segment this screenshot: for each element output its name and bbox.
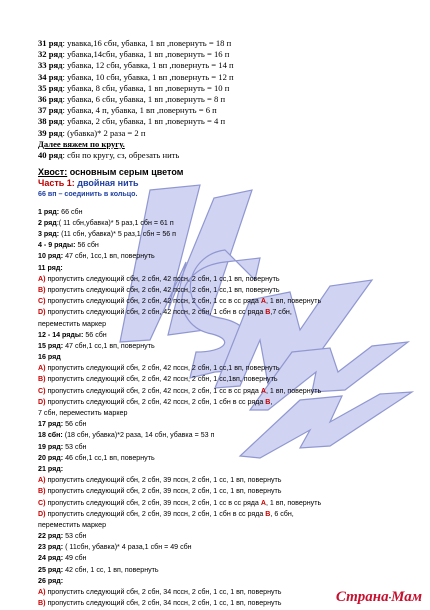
rows-1-11 <box>38 207 408 274</box>
row-line: 4 - 9 ряды: 56 сбн <box>38 241 99 250</box>
pattern-text <box>38 38 408 609</box>
rows-17-21 <box>38 419 408 475</box>
row-line: 18 сбн: (18 сбн, убавка)*2 раза, 14 сбн, убавка = 53 п <box>38 431 215 440</box>
row-line: 24 ряд: 49 сбн <box>38 554 87 563</box>
row-line: 20 ряд: 46 сбн,1 сс,1 вп, повернуть <box>38 453 155 462</box>
rows-22-26 <box>38 531 408 587</box>
row-line: 15 ряд: 47 сбн,1 сс,1 вп, повернуть <box>38 341 155 350</box>
row-line: 36 ряд: убавка, 6 сбн, убавка, 1 вп ,повернуть = 8 п <box>38 93 226 104</box>
part-1-heading: Часть 1: двойная нить <box>38 178 139 189</box>
row-line: 2 ряд:( 11 сбн,убавка)* 5 раз,1 сбн = 61 п <box>38 218 174 227</box>
step-line: D) пропустить следующий сбн, 2 сбн, 42 пссн, 2 сбн, 1 сбн в сс ряда В,7 сбн, <box>38 308 292 317</box>
step-line: C) пропустить следующий сбн, 2 сбн, 42 пссн, 2 сбн, 1 сс в сс ряда А, 1 вп, повернуть <box>38 386 322 395</box>
rows-31-39 <box>38 38 408 161</box>
row-line: 26 ряд: <box>38 576 64 585</box>
row-line: 1 ряд: 66 сбн <box>38 207 83 216</box>
row-line: 25 ряд: 42 сбн, 1 сс, 1 вп, повернуть <box>38 565 159 574</box>
step-line: A) пропустить следующий сбн, 2 сбн, 39 пссн, 2 сбн, 1 сс, 1 вп, повернуть <box>38 476 282 485</box>
row-line: 39 ряд: (убавка)* 2 раза = 2 п <box>38 127 146 138</box>
row-line: 22 ряд: 53 сбн <box>38 532 87 541</box>
step-line: C) пропустить следующий сбн, 2 сбн, 39 пссн, 2 сбн, 1 сс в сс ряда А, 1 вп, повернуть <box>38 498 322 507</box>
row-line: 17 ряд: 56 сбн <box>38 420 87 429</box>
row-line: 35 ряд: убавка, 8 сбн, убавка, 1 вп ,повернуть = 10 п <box>38 82 230 93</box>
tail-heading: Хвост: основным серым цветом <box>38 167 184 178</box>
row-line: 3 ряд: (11 сбн, убавка)* 5 раз,1 сбн = 56 п <box>38 230 177 238</box>
row-line: 11 ряд: <box>38 263 63 272</box>
step-line: 7 сбн, переместить маркер <box>38 409 128 417</box>
row-line: 16 ряд <box>38 353 61 362</box>
continue-note: Далее вяжем по кругу. <box>38 138 125 149</box>
row-line: 37 ряд: убавка, 4 п, убавка, 1 вп ,повернуть = 6 п <box>38 105 217 116</box>
row-21-steps <box>38 475 408 531</box>
row-line: 32 ряд: убавка,14сбн, убавка, 1 вп ,повернуть = 16 п <box>38 49 230 60</box>
step-line: A) пропустить следующий сбн, 2 сбн, 42 пссн, 2 сбн, 1 сс,1 вп, повернуть <box>38 274 280 283</box>
row-line: 38 ряд: убавка, 2 сбн, убавка, 1 вп ,повернуть = 4 п <box>38 116 226 127</box>
step-line: C) пропустить следующий сбн, 2 сбн, 42 пссн, 2 сбн, 1 сс в сс ряда А, 1 вп, повернуть <box>38 297 322 306</box>
row-line: 31 ряд: увавка,16 сбн, убавка, 1 вп ,повернуть = 18 п <box>38 38 232 48</box>
row-line: 19 ряд: 53 сбн <box>38 442 87 451</box>
row-line: 21 ряд: <box>38 464 64 473</box>
step-line: B) пропустить следующий сбн, 2 сбн, 34 пссн, 2 сбн, 1 сс, 1 вп, повернуть <box>38 599 282 608</box>
step-line: переместить маркер <box>38 520 107 529</box>
row-line: 40 ряд: сбн по кругу, сз, обрезать нить <box>38 149 180 160</box>
row-line: 12 - 14 ряды: 56 сбн <box>38 330 107 339</box>
step-line: A) пропустить следующий сбн, 2 сбн, 34 пссн, 2 сбн, 1 сс, 1 вп, повернуть <box>38 588 282 596</box>
step-line: B) пропустить следующий сбн, 2 сбн, 39 пссн, 2 сбн, 1 сс, 1 вп, повернуть <box>38 487 282 496</box>
row-line: 10 ряд: 47 сбн, 1сс,1 вп, повернуть <box>38 252 155 261</box>
step-line: D) пропустить следующий сбн, 2 сбн, 39 пссн, 2 сбн, 1 сбн в сс ряда В, 6 сбн, <box>38 509 294 518</box>
row-16-steps <box>38 363 408 419</box>
chain-instruction: 66 вп – соединить в кольцо. <box>38 190 138 199</box>
step-line: B) пропустить следующий сбн, 2 сбн, 42 пссн, 2 сбн, 1 сс,1 вп, повернуть <box>38 285 280 294</box>
step-line: A) пропустить следующий сбн, 2 сбн, 42 пссн, 2 сбн, 1 сс,1 вп, повернуть <box>38 364 280 373</box>
row-line: 34 ряд: убавка, 10 сбн, убавка, 1 вп ,повернуть = 12 п <box>38 71 234 82</box>
step-line: B) пропустить следующий сбн, 2 сбн, 42 пссн, 2 сбн, 1 сс,1вп, повернуть <box>38 375 278 384</box>
row-11-steps <box>38 274 408 330</box>
row-line: 33 ряд: убавка, 12 сбн, убавка, 1 вп ,повернуть = 14 п <box>38 60 234 71</box>
site-logo: Страна·Мам <box>335 589 422 605</box>
step-line: D) пропустить следующий сбн, 2 сбн, 42 пссн, 2 сбн, 1 сбн в сс ряда В, <box>38 397 273 406</box>
rows-12-16 <box>38 330 408 364</box>
row-line: 23 ряд: ( 11сбн, убавка)* 4 раза,1 сбн = 49 сбн <box>38 543 192 552</box>
step-line: переместить маркер <box>38 319 107 328</box>
